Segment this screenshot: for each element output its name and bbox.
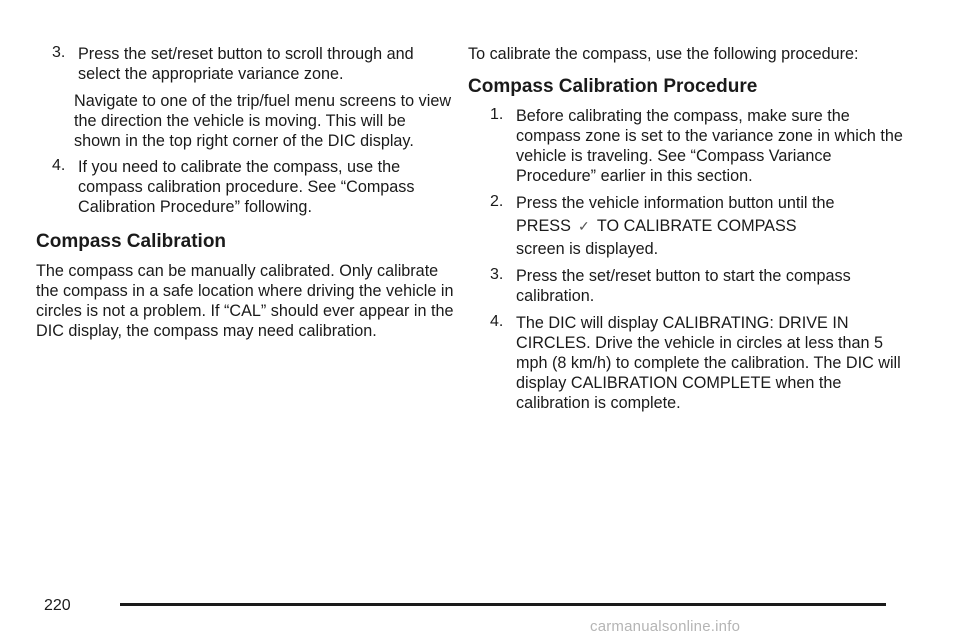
left-column [36,44,454,345]
list-number: 3. [52,44,66,61]
step-number: 4. [490,313,504,330]
step-text-line-c: screen is displayed. [516,240,659,258]
intro-paragraph: To calibrate the compass, use the following procedure: [468,45,859,63]
list-number: 4. [52,157,66,174]
step-text: Press the set/reset button to start the compass calibration. [516,267,851,305]
step-text: Before calibrating the compass, make sure the compass zone is set to the variance zone in which the vehicle is traveling. See “Compass Variance Procedure” earlier in this section. [516,107,903,185]
list-item-4 [36,157,454,217]
step-number: 2. [490,193,504,210]
dic-message-calibrate: TO CALIBRATE COMPASS [596,217,797,235]
step-number: 3. [490,266,504,283]
checkmark-icon: ✓ [578,218,590,234]
step-text: The DIC will display CALIBRATING: DRIVE IN CIRCLES. Drive the vehicle in circles at less than 5 mph (8 km/h) to complete the calibration. The DIC will display CALIBRATION COMPLETE when the calibration is complete. [516,314,901,412]
footer-rule [120,603,886,606]
calibration-paragraph: The compass can be manually calibrated. Only calibrate the compass in a safe location where driving the vehicle in circles is not a problem. If “CAL” should ever appear in the DIC display, the compass may need calibration. [36,262,454,340]
section-heading-calibration-procedure: Compass Calibration Procedure [468,76,758,97]
watermark: carmanualsonline.info [590,618,741,635]
dic-message-press: PRESS [516,217,571,235]
step-text-line-a: Press the vehicle information button until the [516,194,835,212]
page-number: 220 [44,597,71,614]
list-item-text: If you need to calibrate the compass, use the compass calibration procedure. See “Compass Calibration Procedure” following. [78,158,415,216]
procedure-step-2 [468,193,908,259]
list-item-text: Press the set/reset button to scroll through and select the appropriate variance zone. [78,45,414,83]
section-heading-compass-calibration: Compass Calibration [36,231,227,252]
navigate-paragraph: Navigate to one of the trip/fuel menu screens to view the direction the vehicle is moving. This will be shown in the top right corner of the DIC display. [74,92,452,150]
procedure-step-3 [468,266,908,306]
step-text-line-b [516,216,908,236]
step-number: 1. [490,106,504,123]
procedure-step-4 [468,313,908,413]
right-column [468,44,908,420]
procedure-step-1 [468,106,908,186]
list-item-3 [36,44,454,84]
